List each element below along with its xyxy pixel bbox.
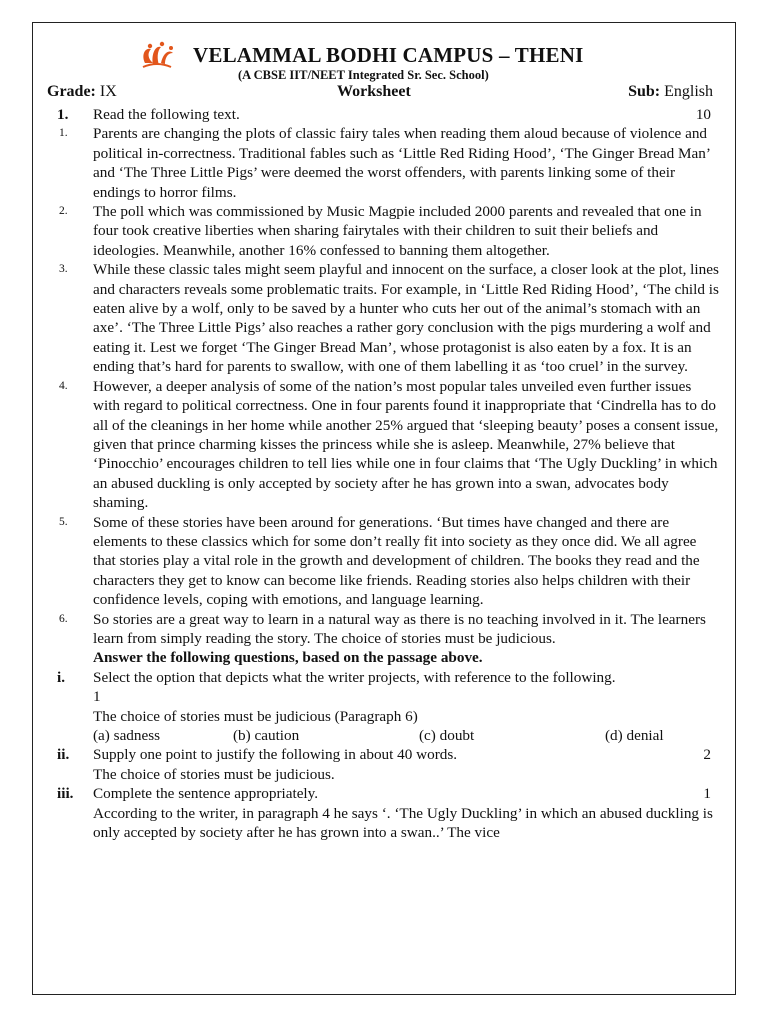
question-quote: The choice of stories must be judicious (Paragraph 6) <box>93 707 418 725</box>
question-text: Complete the sentence appropriately. <box>93 785 319 803</box>
task-marks: 10 <box>695 106 711 123</box>
question-number: iii. <box>57 785 74 803</box>
question-number: ii. <box>57 746 70 764</box>
question-number: i. <box>57 668 66 686</box>
paragraph-text: Some of these stories have been around for generations. ‘But times have changed and there are elements to these classics which for some don’t really fit into society as they once did. We all agree that stories play a vital role in the growth and development of children. The books they read and the characters they get to know can become like friends. Reading stories also helps children with their confidence levels, coping with emotions, and language learning. <box>93 513 700 609</box>
paragraph-number: 6. <box>59 612 68 625</box>
question-ii <box>47 745 721 784</box>
paragraph-text: While these classic tales might seem playful and innocent on the surface, a closer look at the plot, lines and characters reveals some problematic traits. For example, in ‘Little Red Riding Hood’, ‘The child is eaten alive by a wolf, only to be saved by a hunter who cuts her out of the animal’s stomach with an axe’. ‘The Three Little Pigs’ also reaches a rather gory conclusion with the pigs murdering a wolf and eating it. Lest we forget ‘The Ginger Bread Man’, whose protagonist is also eaten by a fox. It is an ending that’s hard for parents to swallow, with one of them labelling it as ‘too cruel’ in the survey. <box>93 261 719 376</box>
option-a[interactable]: (a) sadness <box>93 727 161 744</box>
question-iii <box>47 784 721 842</box>
option-c[interactable]: (c) doubt <box>419 727 475 744</box>
paragraph-number: 1. <box>59 127 68 140</box>
paragraph <box>47 377 721 513</box>
grade-label: Grade: <box>47 83 96 100</box>
task-text: Read the following text. <box>93 106 240 123</box>
paragraph-text: So stories are a great way to learn in a natural way as there is no teaching involved in it. The learners learn from simply reading the story. The choice of stories must be judicious. <box>93 610 706 647</box>
task-number: 1. <box>57 106 69 123</box>
school-logo-icon <box>139 41 175 71</box>
paragraph <box>47 202 721 260</box>
subject-value: English <box>660 83 713 100</box>
paragraph-text: Parents are changing the plots of classic fairy tales when reading them aloud because of violence and political in-correctness. Traditional fables such as ‘Little Red Riding Hood’, ‘The Ginger Bread Man’ and ‘The Three Little Pigs’ were deemed the worst offenders, with parents linking some of their endings to horror films. <box>93 125 710 201</box>
paragraph-number: 2. <box>59 205 68 218</box>
grade <box>47 83 117 101</box>
paragraph <box>47 513 721 610</box>
school-name: VELAMMAL BODHI CAMPUS – THENI <box>193 43 584 67</box>
paragraph-number: 4. <box>59 379 68 392</box>
task-line <box>47 105 721 124</box>
worksheet-content <box>47 105 721 842</box>
question-marks: 1 <box>703 785 711 803</box>
grade-value: IX <box>95 83 117 100</box>
paragraph-text: The poll which was commissioned by Music Magpie included 2000 parents and revealed that one in four took creative liberties when sharing fairytales with their children to suit their beliefs and ideologies. Meanwhile, another 16% confessed to banning them altogether. <box>93 203 702 259</box>
paragraph <box>47 124 721 202</box>
question-text: Supply one point to justify the following in about 40 words. <box>93 746 458 764</box>
subject-label: Sub: <box>628 83 661 100</box>
paragraph-number: 5. <box>59 515 68 528</box>
worksheet-frame <box>32 22 736 995</box>
question-quote: According to the writer, in paragraph 4 he says ‘. ‘The Ugly Duckling’ in which an abused duckling is only accepted by society after he has grown into a swan..’ The vice <box>93 804 713 842</box>
paragraph <box>47 610 721 649</box>
subject <box>628 83 713 101</box>
question-i <box>47 668 721 746</box>
option-d[interactable]: (d) denial <box>605 727 664 744</box>
question-text: Select the option that depicts what the writer projects, with reference to the following. <box>93 668 616 686</box>
worksheet-title: Worksheet <box>337 83 411 100</box>
question-marks: 1 <box>93 688 101 706</box>
question-marks: 2 <box>703 746 711 764</box>
option-list <box>93 726 721 745</box>
paragraph-number: 3. <box>59 263 68 276</box>
instruction: Answer the following questions, based on the passage above. <box>93 649 483 667</box>
option-b[interactable]: (b) caution <box>233 727 300 744</box>
paragraph <box>47 260 721 376</box>
paragraph-text: However, a deeper analysis of some of the nation’s most popular tales unveiled even further issues with regard to political correctness. One in four parents found it inappropriate that ‘Cindrella has to do all of the cleanings in her home while another 25% argued that ‘sleeping beauty’ poses a consent issue, given that prince charming kisses the princess while she is asleep. Meanwhile, 27% believe that ‘Pinocchio’ encourages children to tell lies while one in four claims that ‘The Ugly Duckling’ in which an abused duckling is only accepted by society after he has grown into a swan, advocates body shaming. <box>93 377 719 512</box>
school-subtitle: (A CBSE IIT/NEET Integrated Sr. Sec. School) <box>238 68 489 82</box>
meta-row <box>47 83 721 105</box>
question-quote: The choice of stories must be judicious. <box>93 765 335 783</box>
